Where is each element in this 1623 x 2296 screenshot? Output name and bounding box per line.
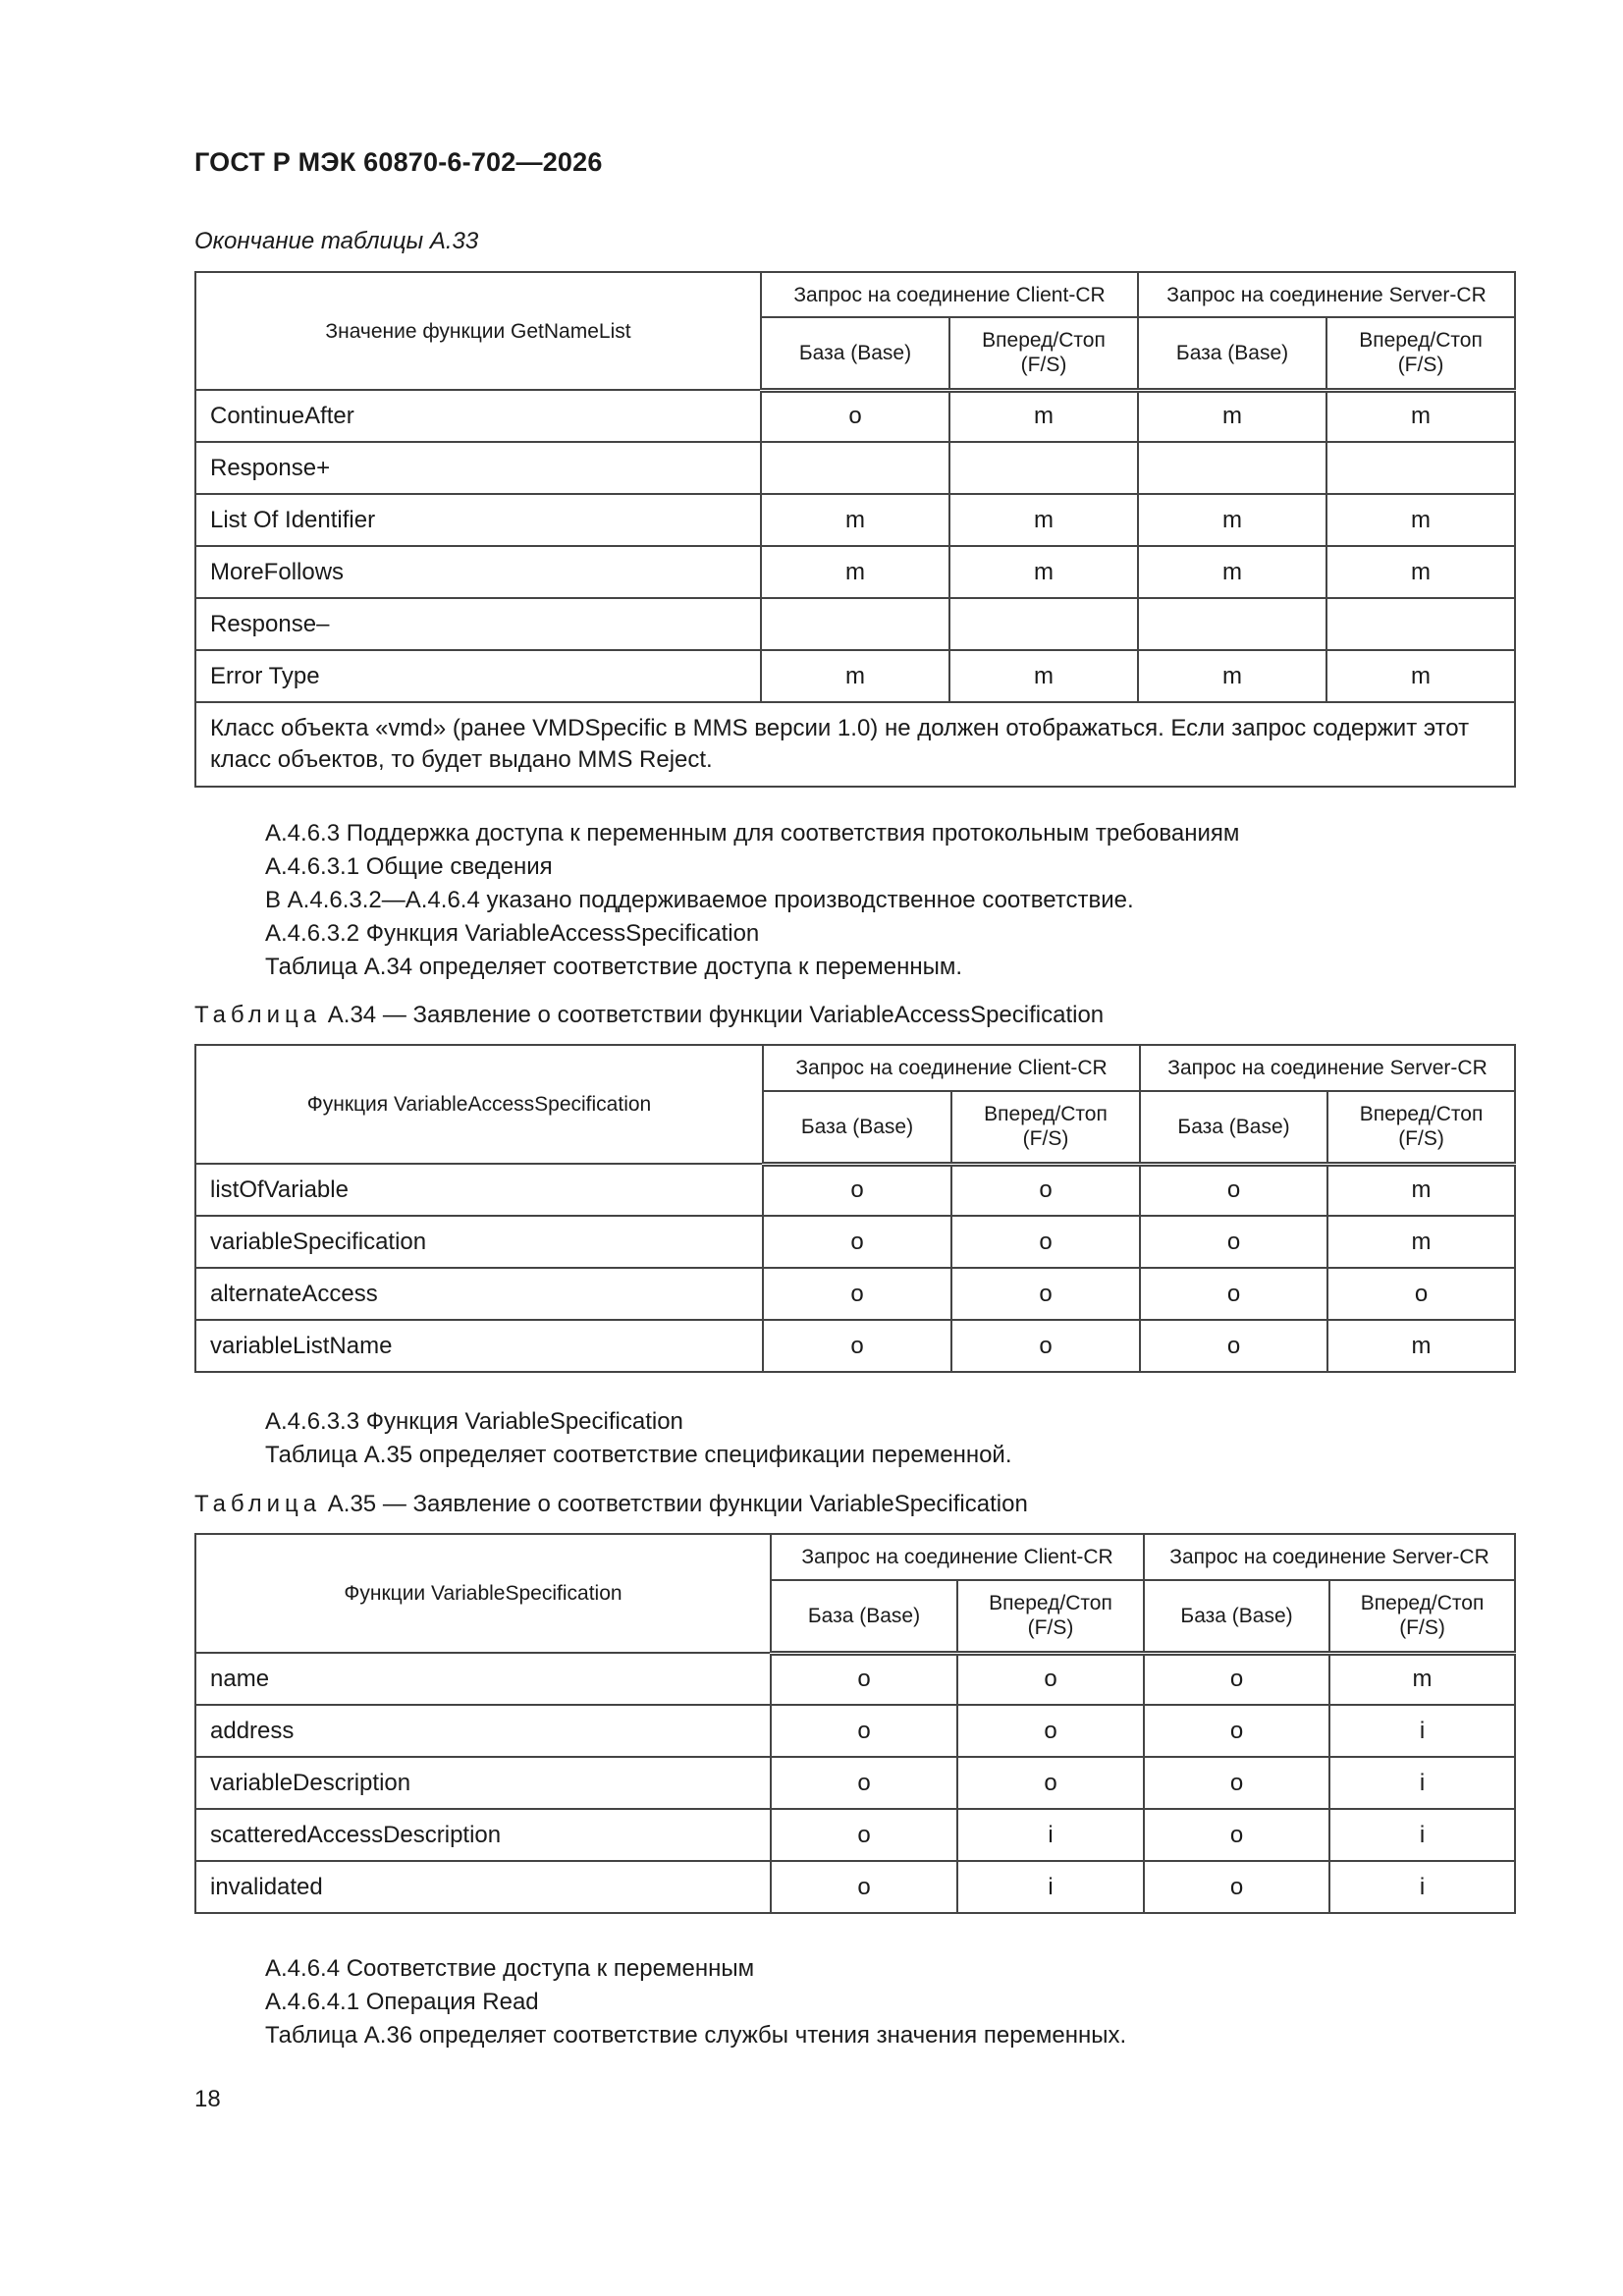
table33-sub-base: База (Base)	[761, 317, 949, 390]
table-row	[195, 1216, 1515, 1268]
row-value-cell: m	[1326, 546, 1515, 598]
row-label: alternateAccess	[195, 1268, 763, 1320]
row-value-cell: o	[763, 1268, 951, 1320]
row-value-cell: o	[1144, 1861, 1329, 1913]
table35-sub-fs: Вперед/Стоп (F/S)	[957, 1580, 1144, 1653]
table33-caption: Окончание таблицы А.33	[194, 228, 479, 254]
table33-group-client: Запрос на соединение Client-CR	[761, 272, 1138, 317]
table35-sub-base: База (Base)	[1144, 1580, 1329, 1653]
page-number: 18	[194, 2086, 221, 2112]
paragraph-line: Таблица А.34 определяет соответствие доступа к переменным.	[265, 954, 963, 980]
table33-body	[195, 390, 1515, 702]
table33-sub-base: База (Base)	[1138, 317, 1326, 390]
table-a34	[194, 1044, 1516, 1373]
row-value-cell: m	[1326, 650, 1515, 702]
table35-column-header: Функции VariableSpecification	[195, 1534, 771, 1653]
table34-group-server: Запрос на соединение Server-CR	[1140, 1045, 1515, 1091]
row-label: List Of Identifier	[195, 494, 761, 546]
table34-group-client: Запрос на соединение Client-CR	[763, 1045, 1140, 1091]
table35-sub-fs: Вперед/Стоп (F/S)	[1329, 1580, 1515, 1653]
table34-caption	[194, 1002, 1104, 1029]
row-value-cell: o	[1140, 1320, 1327, 1372]
row-value-cell: m	[1329, 1653, 1515, 1705]
table-row	[195, 1320, 1515, 1372]
table34-sub-base: База (Base)	[1140, 1091, 1327, 1164]
row-value-cell: m	[761, 494, 949, 546]
row-value-cell: o	[951, 1320, 1140, 1372]
row-value-cell: o	[951, 1216, 1140, 1268]
row-value-cell: o	[761, 390, 949, 442]
row-value-cell: m	[949, 546, 1138, 598]
table-row	[195, 1164, 1515, 1216]
table33-sub-fs: Вперед/Стоп (F/S)	[1326, 317, 1515, 390]
row-value-cell: o	[957, 1757, 1144, 1809]
table-row	[195, 650, 1515, 702]
row-value-cell: o	[957, 1705, 1144, 1757]
row-value-cell: o	[951, 1268, 1140, 1320]
table-row	[195, 1757, 1515, 1809]
table35-body	[195, 1653, 1515, 1913]
section-a4-6-4	[265, 1952, 1126, 2052]
row-value-cell: m	[1327, 1320, 1515, 1372]
row-label: Response–	[195, 598, 761, 650]
table34-sub-fs: Вперед/Стоп (F/S)	[951, 1091, 1140, 1164]
table33-note: Класс объекта «vmd» (ранее VMDSpecific в MMS версии 1.0) не должен отображаться. Если запрос содержит этот класс объектов, то будет выдано MMS Reject.	[195, 702, 1515, 787]
table34-caption-text: А.34 — Заявление о соответствии функции VariableAccessSpecification	[327, 1002, 1105, 1028]
row-value-cell: o	[771, 1653, 957, 1705]
table35-caption-text: А.35 — Заявление о соответствии функции VariableSpecification	[327, 1491, 1028, 1517]
row-value-cell	[949, 442, 1138, 494]
table-a33	[194, 271, 1516, 788]
row-value-cell: o	[1144, 1653, 1329, 1705]
row-value-cell: o	[1140, 1164, 1327, 1216]
paragraph-line: А.4.6.4 Соответствие доступа к переменным	[265, 1955, 755, 1982]
row-value-cell: m	[1138, 546, 1326, 598]
row-value-cell: m	[1138, 494, 1326, 546]
table34-sub-fs: Вперед/Стоп (F/S)	[1327, 1091, 1515, 1164]
table34-body	[195, 1164, 1515, 1372]
table35-caption-word: Таблица	[194, 1491, 322, 1517]
table34-column-header: Функция VariableAccessSpecification	[195, 1045, 763, 1164]
row-value-cell	[949, 598, 1138, 650]
row-label: MoreFollows	[195, 546, 761, 598]
row-value-cell: m	[949, 390, 1138, 442]
table33-sub-fs: Вперед/Стоп (F/S)	[949, 317, 1138, 390]
row-label: invalidated	[195, 1861, 771, 1913]
row-value-cell	[761, 442, 949, 494]
row-value-cell	[1138, 598, 1326, 650]
paragraph-line: А.4.6.4.1 Операция Read	[265, 1989, 539, 2015]
row-value-cell: i	[957, 1809, 1144, 1861]
row-value-cell: o	[1144, 1705, 1329, 1757]
row-value-cell: o	[771, 1705, 957, 1757]
row-value-cell: m	[1326, 494, 1515, 546]
row-value-cell	[1326, 598, 1515, 650]
section-a4-6-3	[265, 817, 1239, 984]
table-row	[195, 1861, 1515, 1913]
paragraph-line: Таблица А.36 определяет соответствие службы чтения значения переменных.	[265, 2022, 1127, 2049]
table35-group-server: Запрос на соединение Server-CR	[1144, 1534, 1515, 1580]
table33-group-server: Запрос на соединение Server-CR	[1138, 272, 1515, 317]
paragraph-line: В А.4.6.3.2—А.4.6.4 указано поддерживаемое производственное соответствие.	[265, 887, 1134, 913]
row-value-cell: o	[1140, 1268, 1327, 1320]
paragraph-line: А.4.6.3.1 Общие сведения	[265, 853, 553, 880]
table-row	[195, 546, 1515, 598]
row-value-cell: m	[761, 546, 949, 598]
row-value-cell: o	[763, 1320, 951, 1372]
table-row	[195, 390, 1515, 442]
row-value-cell: o	[951, 1164, 1140, 1216]
row-value-cell: o	[771, 1757, 957, 1809]
row-label: variableDescription	[195, 1757, 771, 1809]
row-value-cell: i	[1329, 1757, 1515, 1809]
row-label: address	[195, 1705, 771, 1757]
row-value-cell: i	[1329, 1861, 1515, 1913]
row-value-cell	[1138, 442, 1326, 494]
row-value-cell	[761, 598, 949, 650]
row-value-cell	[1326, 442, 1515, 494]
table34-sub-base: База (Base)	[763, 1091, 951, 1164]
table35-sub-base: База (Base)	[771, 1580, 957, 1653]
row-value-cell: m	[1327, 1216, 1515, 1268]
row-value-cell: o	[771, 1809, 957, 1861]
row-value-cell: o	[957, 1653, 1144, 1705]
row-value-cell: m	[1327, 1164, 1515, 1216]
table-row	[195, 1705, 1515, 1757]
table-row	[195, 1809, 1515, 1861]
row-value-cell: o	[763, 1216, 951, 1268]
row-label: name	[195, 1653, 771, 1705]
row-value-cell: m	[1326, 390, 1515, 442]
table33-column-header: Значение функции GetNameList	[195, 272, 761, 390]
row-value-cell: m	[761, 650, 949, 702]
row-value-cell: m	[1138, 390, 1326, 442]
row-label: variableListName	[195, 1320, 763, 1372]
table-row	[195, 598, 1515, 650]
row-value-cell: o	[1140, 1216, 1327, 1268]
table-row	[195, 442, 1515, 494]
paragraph-line: Таблица А.35 определяет соответствие спецификации переменной.	[265, 1442, 1012, 1468]
row-value-cell: m	[1138, 650, 1326, 702]
row-label: Response+	[195, 442, 761, 494]
table-row	[195, 1653, 1515, 1705]
paragraph-line: А.4.6.3 Поддержка доступа к переменным для соответствия протокольным требованиям	[265, 820, 1240, 847]
row-value-cell: m	[949, 650, 1138, 702]
row-label: Error Type	[195, 650, 761, 702]
row-value-cell: i	[1329, 1809, 1515, 1861]
document-header: ГОСТ Р МЭК 60870-6-702—2026	[194, 147, 603, 177]
table34-caption-word: Таблица	[194, 1002, 322, 1028]
row-label: scatteredAccessDescription	[195, 1809, 771, 1861]
row-value-cell: o	[1144, 1757, 1329, 1809]
row-value-cell: o	[1144, 1809, 1329, 1861]
table-row	[195, 494, 1515, 546]
table35-caption	[194, 1491, 1028, 1518]
table-a35	[194, 1533, 1516, 1914]
row-value-cell: i	[957, 1861, 1144, 1913]
paragraph-line: А.4.6.3.3 Функция VariableSpecification	[265, 1408, 683, 1435]
paragraph-line: А.4.6.3.2 Функция VariableAccessSpecification	[265, 920, 760, 947]
row-label: variableSpecification	[195, 1216, 763, 1268]
row-value-cell: m	[949, 494, 1138, 546]
table-row	[195, 1268, 1515, 1320]
table35-group-client: Запрос на соединение Client-CR	[771, 1534, 1144, 1580]
section-a4-6-3-3	[265, 1405, 1012, 1472]
row-value-cell: o	[763, 1164, 951, 1216]
row-label: listOfVariable	[195, 1164, 763, 1216]
row-value-cell: o	[1327, 1268, 1515, 1320]
row-label: ContinueAfter	[195, 390, 761, 442]
row-value-cell: o	[771, 1861, 957, 1913]
row-value-cell: i	[1329, 1705, 1515, 1757]
